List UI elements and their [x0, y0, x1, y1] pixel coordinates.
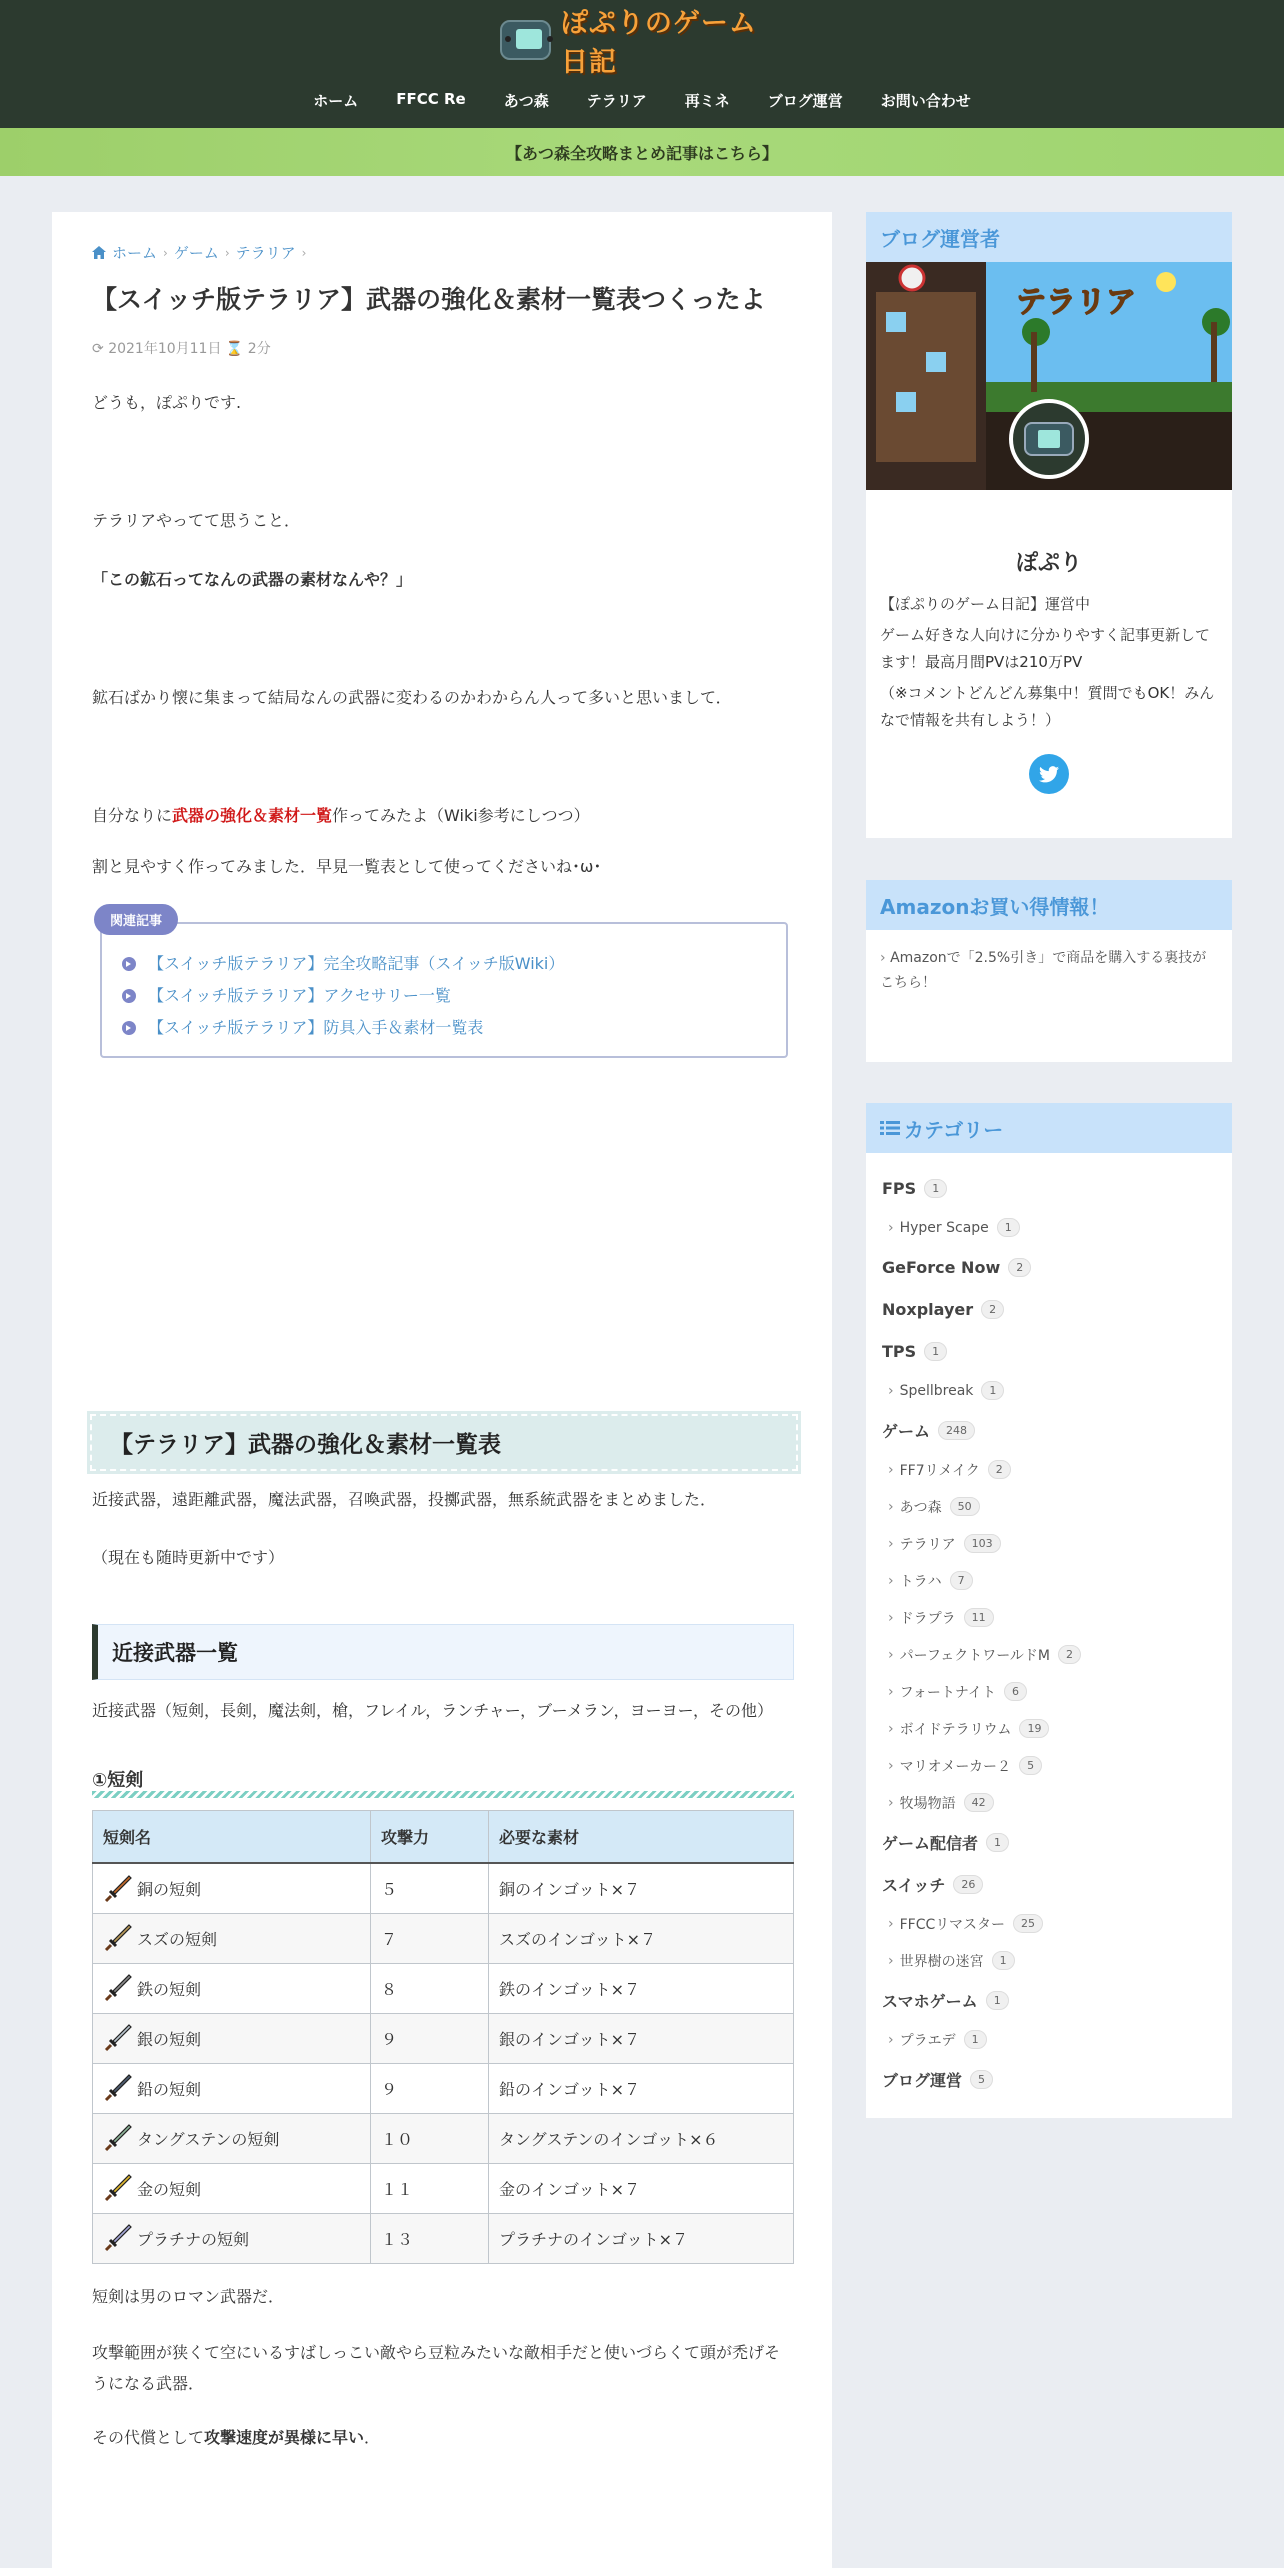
article-card	[52, 212, 832, 2568]
category-item[interactable]	[882, 1710, 1216, 1747]
nav-atsumori[interactable]: あつ森	[503, 92, 549, 110]
attack-cell: ８	[371, 1963, 489, 2013]
weapon-name: 銀の短剣	[137, 2029, 202, 2049]
category-count: 1	[992, 1951, 1015, 1970]
category-item[interactable]	[882, 1451, 1216, 1488]
attack-cell: ９	[371, 2013, 489, 2063]
author-desc: （※コメントどんどん募集中！質問でもOK！みんなで情報を共有しよう！）	[880, 684, 1215, 729]
weapon-name-cell	[93, 2163, 371, 2213]
chevron-circle-icon	[122, 1021, 136, 1035]
paragraph	[92, 801, 794, 831]
attack-cell: ５	[371, 1863, 489, 1913]
material-cell: プラチナのインゴット×７	[489, 2213, 794, 2263]
category-list	[866, 1153, 1232, 2118]
widget-title: Amazonお買い得情報！	[866, 880, 1232, 930]
list-icon	[880, 1120, 900, 1136]
related-link[interactable]	[122, 948, 766, 980]
nav-remine[interactable]: 再ミネ	[684, 92, 730, 110]
weapon-name: タングステンの短剣	[137, 2129, 280, 2149]
text: 自分なりに	[92, 806, 173, 826]
weapon-name: 金の短剣	[137, 2179, 202, 2199]
weapon-name-cell	[93, 1963, 371, 2013]
dagger-icon	[103, 1923, 133, 1953]
related-articles-box	[100, 914, 788, 1058]
subsection-heading: 近接武器一覧	[92, 1624, 794, 1680]
category-name[interactable]: › FF7リメイク	[899, 1462, 980, 1479]
category-name[interactable]: ゲーム	[882, 1421, 931, 1441]
dagger-icon	[103, 1973, 133, 2003]
nav-blog[interactable]: ブログ運営	[767, 92, 843, 110]
category-item[interactable]	[882, 1288, 1216, 1330]
related-label: 関連記事	[94, 904, 178, 935]
category-item[interactable]	[882, 1167, 1216, 1209]
dagger-icon	[103, 2073, 133, 2103]
category-name[interactable]: › パーフェクトワールドM	[899, 1647, 1051, 1664]
category-item[interactable]	[882, 1905, 1216, 1942]
related-link-text[interactable]: 【スイッチ版テラリア】防具入手＆素材一覧表	[148, 1018, 484, 1038]
dagger-icon	[103, 1874, 133, 1904]
category-item[interactable]	[882, 1409, 1216, 1451]
category-name[interactable]: ブログ運営	[882, 2070, 963, 2090]
related-link[interactable]	[122, 980, 766, 1012]
category-count: 1	[981, 1381, 1004, 1400]
author-name: ぽぷり	[1015, 551, 1082, 576]
svg-text:テラリア: テラリア	[1016, 285, 1136, 320]
category-item[interactable]	[882, 1821, 1216, 1863]
promo-banner[interactable]	[0, 128, 1284, 176]
chevron-right-icon: ›	[301, 245, 307, 260]
category-count: 1	[986, 1991, 1009, 2010]
category-name[interactable]: › マリオメーカー２	[899, 1758, 1012, 1775]
section-heading: 【テラリア】武器の強化＆素材一覧表	[90, 1414, 798, 1471]
category-item[interactable]	[882, 1942, 1216, 1979]
related-link-text[interactable]: 【スイッチ版テラリア】完全攻略記事（スイッチ版Wiki）	[148, 954, 565, 974]
category-count: 1	[986, 1833, 1009, 1852]
paragraph: 攻撃範囲が狭くて空にいるすばしっこい敵やら豆粒みたいな敵相手だと使いづらくて頭が禿げそうになる武器．	[92, 2343, 781, 2393]
dagger-icon	[103, 2223, 133, 2253]
material-cell: 金のインゴット×７	[489, 2163, 794, 2213]
category-item[interactable]	[882, 1330, 1216, 1372]
minor-heading: ①短剣	[92, 1766, 794, 1798]
paragraph: 「この鉱石ってなんの武器の素材なんや？」	[92, 569, 413, 589]
category-count: 42	[964, 1793, 994, 1812]
amazon-widget	[866, 880, 1232, 1062]
avatar	[1009, 399, 1089, 479]
category-count: 50	[950, 1497, 980, 1516]
breadcrumb-home[interactable]: ホーム	[112, 244, 158, 262]
weapon-name-cell	[93, 2063, 371, 2113]
read-time: 2分	[247, 340, 271, 357]
material-cell: タングステンのインゴット×６	[489, 2113, 794, 2163]
category-name[interactable]: ゲーム配信者	[882, 1833, 979, 1853]
table-row	[93, 1913, 794, 1963]
dagger-icon	[103, 2173, 133, 2203]
paragraph: 鉱石ばかり懐に集まって結局なんの武器に変わるのかわからん人って多いと思いまして．	[92, 687, 732, 707]
category-item[interactable]	[882, 2021, 1216, 2058]
paragraph: 割と見やすく作ってみました．早見一覧表として使ってくださいね･ω･	[92, 856, 602, 876]
category-item[interactable]	[882, 1525, 1216, 1562]
amazon-link[interactable]: › Amazonで「2.5%引き」で商品を購入する裏技がこちら！	[880, 950, 1207, 992]
category-count: 2	[981, 1300, 1004, 1319]
category-name[interactable]: › フォートナイト	[899, 1684, 996, 1701]
category-count: 248	[938, 1421, 975, 1440]
table-header: 攻撃力	[371, 1811, 489, 1864]
table-row	[93, 2213, 794, 2263]
category-item[interactable]	[882, 1209, 1216, 1246]
chevron-right-icon: ›	[224, 245, 230, 260]
profile-widget	[866, 212, 1232, 838]
category-name[interactable]: › 牧場物語	[899, 1795, 956, 1812]
category-name[interactable]: Noxplayer	[882, 1299, 974, 1319]
bold-text: 攻撃速度が異様に早い	[204, 2427, 365, 2447]
category-item[interactable]	[882, 1488, 1216, 1525]
category-name[interactable]: › トラハ	[899, 1573, 942, 1590]
table-header: 必要な素材	[489, 1811, 794, 1864]
table-row	[93, 2063, 794, 2113]
home-icon	[92, 246, 106, 259]
paragraph: どうも，ぽぷりです.	[92, 392, 242, 412]
category-item[interactable]	[882, 1372, 1216, 1409]
material-cell: 銀のインゴット×７	[489, 2013, 794, 2063]
weapon-name-cell	[93, 2113, 371, 2163]
related-link[interactable]	[122, 1012, 766, 1044]
weapon-name-cell	[93, 1913, 371, 1963]
dagger-icon	[103, 2123, 133, 2153]
weapon-name-cell	[93, 2013, 371, 2063]
paragraph: 近接武器（短剣，長剣，魔法剣，槍，フレイル，ランチャー，ブーメラン，ヨーヨー，その他）	[92, 1700, 773, 1720]
dagger-icon	[103, 2023, 133, 2053]
category-item[interactable]	[882, 1673, 1216, 1710]
widget-title	[866, 1103, 1232, 1153]
site-logo[interactable]	[500, 8, 780, 78]
category-name[interactable]: › あつ森	[899, 1499, 942, 1516]
category-name[interactable]: スマホゲーム	[882, 1991, 978, 2011]
category-count: 26	[953, 1875, 983, 1894]
weapon-name: 鉄の短剣	[137, 1979, 202, 1999]
post-meta	[92, 338, 794, 358]
material-cell: 鉛のインゴット×７	[489, 2063, 794, 2113]
global-nav	[0, 90, 1284, 111]
nav-home[interactable]: ホーム	[313, 92, 359, 110]
table-row	[93, 1863, 794, 1913]
category-count: 6	[1004, 1682, 1027, 1701]
weapon-name: 銅の短剣	[137, 1880, 202, 1900]
chevron-circle-icon	[122, 989, 136, 1003]
category-count: 2	[1058, 1645, 1081, 1664]
breadcrumb-game[interactable]: ゲーム	[173, 244, 219, 262]
weapon-name: プラチナの短剣	[137, 2229, 250, 2249]
logo-text: ぽぷりのゲーム日記	[560, 8, 757, 78]
refresh-icon: ⟳	[92, 340, 104, 357]
weapon-name: スズの短剣	[137, 1929, 218, 1949]
category-count: 2	[988, 1460, 1011, 1479]
attack-cell: １３	[371, 2213, 489, 2263]
category-name[interactable]: › ボイドテラリウム	[899, 1721, 1012, 1738]
attack-cell: １０	[371, 2113, 489, 2163]
category-widget	[866, 1103, 1232, 2118]
paragraph: テラリアやってて思うこと．	[92, 511, 301, 531]
breadcrumb	[92, 242, 794, 263]
paragraph	[92, 2423, 794, 2453]
nav-terraria[interactable]: テラリア	[586, 92, 647, 110]
related-link-text[interactable]: 【スイッチ版テラリア】アクセサリー一覧	[148, 986, 451, 1006]
category-item[interactable]	[882, 1562, 1216, 1599]
gamepad-icon	[500, 20, 551, 60]
category-item[interactable]	[882, 1784, 1216, 1821]
category-name[interactable]: › 世界樹の迷宮	[899, 1953, 984, 1970]
category-name[interactable]: › ドラプラ	[899, 1610, 956, 1627]
paragraph: 短剣は男のロマン武器だ．	[92, 2286, 285, 2306]
table-row	[93, 2113, 794, 2163]
page-title: 【スイッチ版テラリア】武器の強化＆素材一覧表つくったよ	[92, 285, 766, 314]
category-item[interactable]	[882, 1246, 1216, 1288]
text: 作ってみたよ（Wiki参考にしつつ）	[332, 806, 590, 826]
category-item[interactable]	[882, 1979, 1216, 2021]
category-count: 1	[924, 1179, 947, 1198]
category-name[interactable]: › プラエデ	[899, 2032, 956, 2049]
paragraph: 近接武器，遠距離武器，魔法武器，召喚武器，投擲武器，無系統武器をまとめました．	[92, 1490, 717, 1510]
category-name[interactable]: › Spellbreak	[899, 1382, 974, 1399]
category-count: 5	[970, 2070, 993, 2089]
hourglass-icon: ⌛	[225, 340, 244, 357]
promo-text[interactable]: 【あつ森全攻略まとめ記事はこちら】	[505, 143, 778, 163]
table-header: 短剣名	[93, 1811, 371, 1864]
category-count: 7	[950, 1571, 973, 1590]
category-count: 1	[964, 2030, 987, 2049]
category-count: 5	[1019, 1756, 1042, 1775]
category-name[interactable]: › Hyper Scape	[899, 1219, 989, 1236]
table-row	[93, 2013, 794, 2063]
attack-cell: ９	[371, 2063, 489, 2113]
text: ．	[364, 2427, 381, 2447]
author-desc: ゲーム好きな人向けに分かりやすく記事更新してます！最高月間PVは210万PV	[880, 626, 1211, 671]
breadcrumb-terraria[interactable]: テラリア	[235, 244, 296, 262]
nav-ffcc[interactable]: FFCC Re	[396, 90, 466, 108]
weapon-name: 鉛の短剣	[137, 2079, 202, 2099]
weapon-name-cell	[93, 2213, 371, 2263]
chevron-right-icon: ›	[163, 245, 168, 260]
category-count: 2	[1008, 1258, 1031, 1277]
category-count: 103	[964, 1534, 1001, 1553]
post-date: 2021年10月11日	[108, 340, 222, 357]
paragraph: （現在も随時更新中です）	[92, 1548, 285, 1568]
weapon-table	[92, 1810, 794, 2264]
chevron-circle-icon	[122, 957, 136, 971]
attack-cell: １１	[371, 2163, 489, 2213]
category-count: 1	[997, 1218, 1020, 1237]
site-header	[0, 0, 1284, 128]
ad-space	[92, 1058, 794, 1414]
widget-title-text: カテゴリー	[904, 1117, 1004, 1142]
material-cell: 銅のインゴット×７	[489, 1863, 794, 1913]
category-item[interactable]	[882, 2058, 1216, 2100]
category-name[interactable]: TPS	[882, 1341, 917, 1361]
category-item[interactable]	[882, 1599, 1216, 1636]
material-cell: 鉄のインゴット×７	[489, 1963, 794, 2013]
category-name[interactable]: スイッチ	[882, 1875, 946, 1895]
category-count: 1	[924, 1342, 947, 1361]
widget-title: ブログ運営者	[866, 212, 1232, 262]
amazon-link-text[interactable]: Amazonで「2.5%引き」で商品を購入する裏技がこちら！	[880, 950, 1207, 992]
highlight-text: 武器の強化＆素材一覧	[172, 806, 333, 826]
category-item[interactable]	[882, 1747, 1216, 1784]
table-row	[93, 1963, 794, 2013]
category-name[interactable]: GeForce Now	[882, 1257, 1001, 1277]
nav-contact[interactable]: お問い合わせ	[880, 92, 971, 110]
category-name[interactable]: FPS	[882, 1178, 917, 1198]
category-item[interactable]	[882, 1636, 1216, 1673]
attack-cell: ７	[371, 1913, 489, 1963]
category-item[interactable]	[882, 1863, 1216, 1905]
table-row	[93, 2163, 794, 2213]
category-count: 19	[1019, 1719, 1049, 1738]
category-count: 25	[1013, 1914, 1043, 1933]
category-name[interactable]: › FFCCリマスター	[899, 1916, 1005, 1933]
material-cell: スズのインゴット×７	[489, 1913, 794, 1963]
category-count: 11	[964, 1608, 994, 1627]
category-name[interactable]: › テラリア	[899, 1536, 956, 1553]
author-desc: 【ぽぷりのゲーム日記】運営中	[880, 595, 1091, 613]
twitter-icon[interactable]	[1029, 754, 1069, 794]
weapon-name-cell	[93, 1863, 371, 1913]
text: その代償として	[92, 2427, 205, 2447]
